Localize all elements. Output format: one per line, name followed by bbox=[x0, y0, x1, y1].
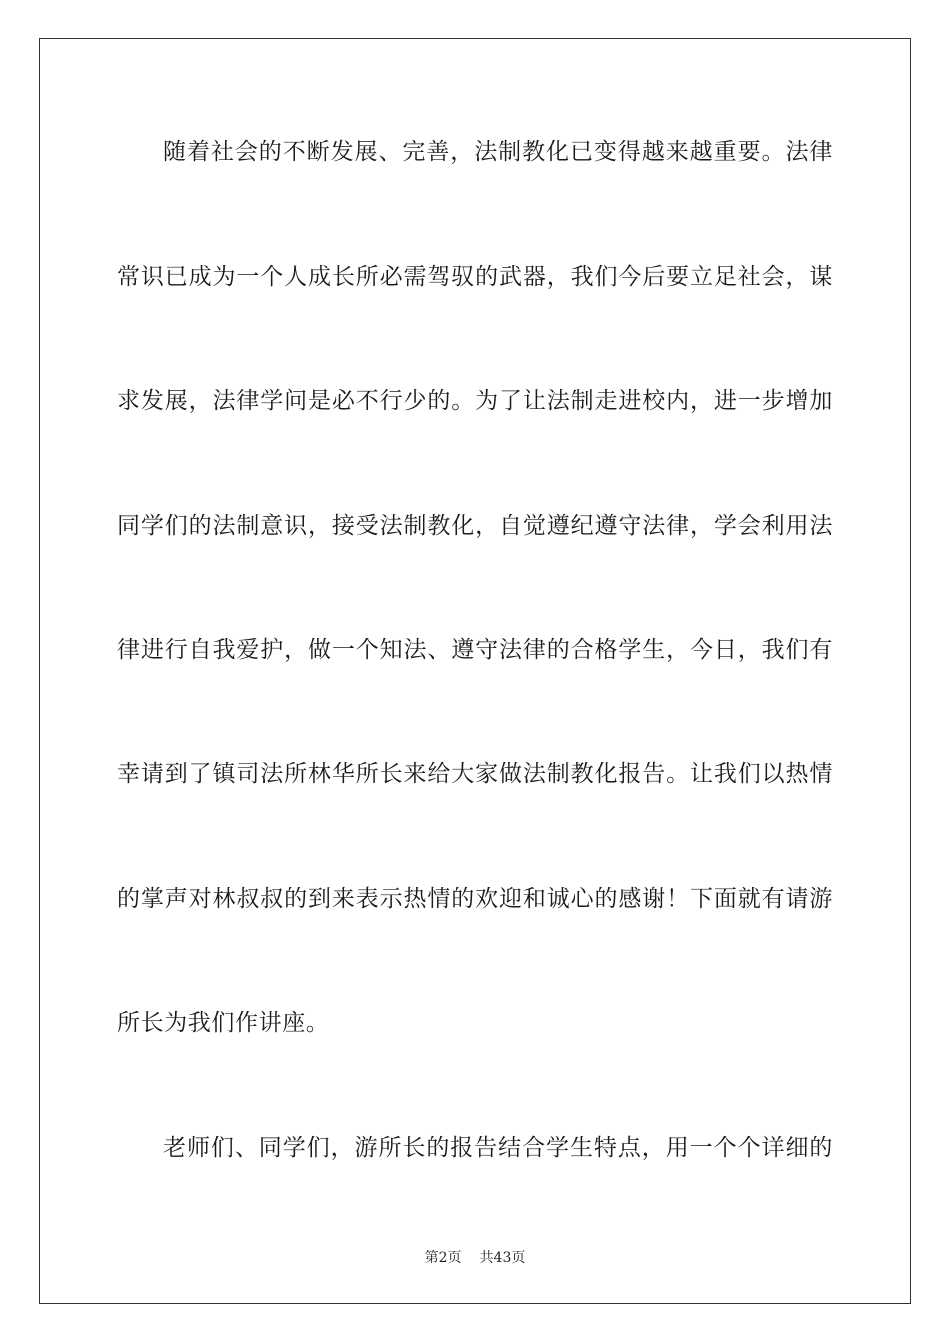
page-frame bbox=[39, 38, 911, 1304]
paragraph-line: 幸请到了镇司法所林华所长来给大家做法制教化报告。让我们以热情 bbox=[117, 761, 833, 787]
paragraph-line: 律进行自我爱护，做一个知法、遵守法律的合格学生，今日，我们有 bbox=[117, 637, 833, 663]
page-footer bbox=[0, 1247, 950, 1267]
paragraph-line: 求发展，法律学问是必不行少的。为了让法制走进校内，进一步增加 bbox=[117, 388, 833, 414]
paragraph-line: 老师们、同学们，游所长的报告结合学生特点，用一个个详细的 bbox=[163, 1135, 833, 1161]
page-number: 第2页 bbox=[424, 1250, 462, 1266]
page-total: 共43页 bbox=[479, 1250, 526, 1266]
paragraph-line: 随着社会的不断发展、完善，法制教化已变得越来越重要。法律 bbox=[163, 139, 833, 165]
paragraph-line: 的掌声对林叔叔的到来表示热情的欢迎和诚心的感谢！下面就有请游 bbox=[117, 886, 833, 912]
paragraph-line: 同学们的法制意识，接受法制教化，自觉遵纪遵守法律，学会利用法 bbox=[117, 513, 833, 539]
paragraph-line: 所长为我们作讲座。 bbox=[117, 1010, 330, 1036]
paragraph-line: 常识已成为一个人成长所必需驾驭的武器，我们今后要立足社会，谋 bbox=[117, 264, 833, 290]
